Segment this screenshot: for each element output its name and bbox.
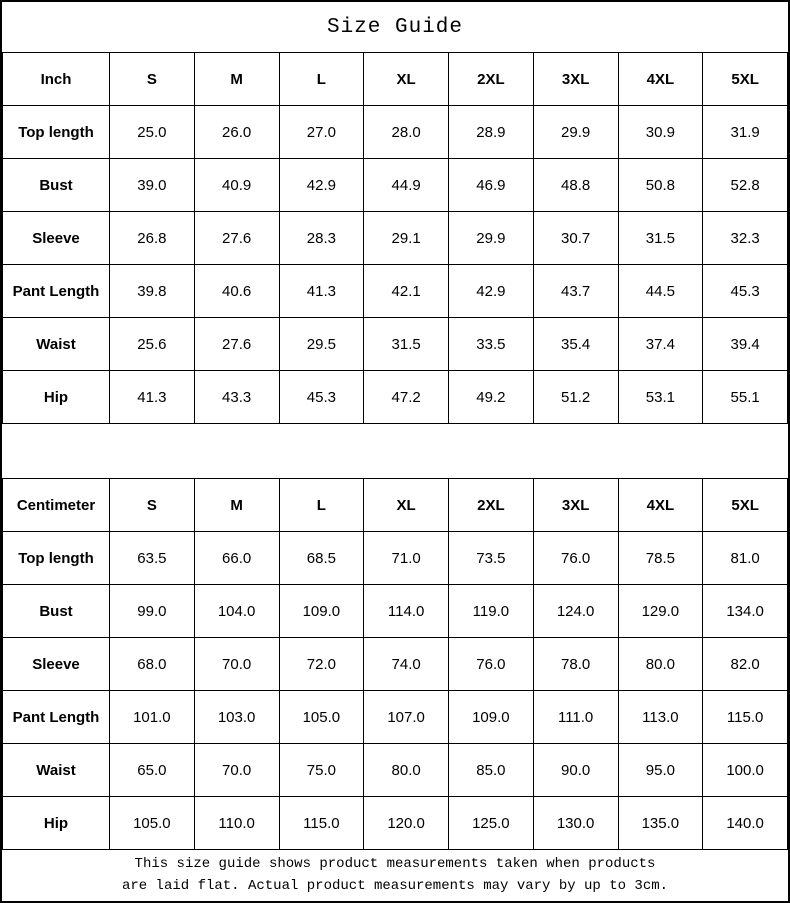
measurement-cell: 40.6 [194,265,279,318]
measurement-cell: 29.1 [364,212,449,265]
measurement-cell: 105.0 [279,691,364,744]
row-label: Pant Length [3,265,110,318]
measurement-cell: 48.8 [533,159,618,212]
measurement-cell: 43.7 [533,265,618,318]
measurement-cell: 140.0 [703,797,788,850]
measurement-cell: 74.0 [364,638,449,691]
row-label: Bust [3,159,110,212]
measurement-cell: 119.0 [449,585,534,638]
measurement-cell: 31.9 [703,106,788,159]
measurement-cell: 109.0 [449,691,534,744]
measurement-cell: 80.0 [364,744,449,797]
measurement-cell: 31.5 [364,318,449,371]
measurement-cell: 90.0 [533,744,618,797]
measurement-cell: 39.0 [110,159,195,212]
measurement-cell: 72.0 [279,638,364,691]
measurement-cell: 27.6 [194,212,279,265]
measurement-cell: 26.0 [194,106,279,159]
measurement-cell: 41.3 [110,371,195,424]
size-header: 3XL [533,479,618,532]
measurement-cell: 50.8 [618,159,703,212]
measurement-cell: 52.8 [703,159,788,212]
measurement-cell: 66.0 [194,532,279,585]
measurement-cell: 28.9 [449,106,534,159]
row-label: Pant Length [3,691,110,744]
header-row [3,479,788,532]
measurement-cell: 75.0 [279,744,364,797]
measurement-cell: 45.3 [703,265,788,318]
unit-header: Centimeter [3,479,110,532]
measurement-cell: 39.4 [703,318,788,371]
row-label: Top length [3,106,110,159]
size-header: XL [364,479,449,532]
measurement-cell: 46.9 [449,159,534,212]
size-header: 2XL [449,53,534,106]
header-row [3,53,788,106]
row-label: Hip [3,371,110,424]
table-row [3,318,788,371]
measurement-cell: 30.9 [618,106,703,159]
measurement-cell: 51.2 [533,371,618,424]
size-header: L [279,53,364,106]
table-row [3,638,788,691]
table-row [3,106,788,159]
measurement-cell: 130.0 [533,797,618,850]
measurement-cell: 26.8 [110,212,195,265]
measurement-note [2,850,788,901]
measurement-cell: 31.5 [618,212,703,265]
measurement-cell: 29.9 [533,106,618,159]
measurement-cell: 113.0 [618,691,703,744]
measurement-cell: 27.0 [279,106,364,159]
row-label: Waist [3,744,110,797]
measurement-cell: 42.1 [364,265,449,318]
measurement-cell: 28.0 [364,106,449,159]
unit-header: Inch [3,53,110,106]
measurement-cell: 85.0 [449,744,534,797]
measurement-cell: 104.0 [194,585,279,638]
measurement-cell: 30.7 [533,212,618,265]
measurement-cell: 78.5 [618,532,703,585]
row-label: Waist [3,318,110,371]
measurement-cell: 135.0 [618,797,703,850]
size-header: 4XL [618,479,703,532]
measurement-cell: 78.0 [533,638,618,691]
size-header: 2XL [449,479,534,532]
measurement-cell: 49.2 [449,371,534,424]
measurement-cell: 115.0 [279,797,364,850]
measurement-cell: 47.2 [364,371,449,424]
measurement-cell: 55.1 [703,371,788,424]
measurement-cell: 29.9 [449,212,534,265]
measurement-cell: 53.1 [618,371,703,424]
measurement-note-line1: This size guide shows product measurements taken when products [134,855,656,872]
measurement-cell: 25.6 [110,318,195,371]
size-header: 5XL [703,53,788,106]
table-row [3,585,788,638]
measurement-cell: 70.0 [194,744,279,797]
measurement-cell: 29.5 [279,318,364,371]
measurement-cell: 103.0 [194,691,279,744]
measurement-note-line2: are laid flat. Actual product measurements may vary by up to 3cm. [121,877,669,894]
measurement-cell: 99.0 [110,585,195,638]
table-row [3,797,788,850]
measurement-cell: 41.3 [279,265,364,318]
size-header: 3XL [533,53,618,106]
measurement-cell: 35.4 [533,318,618,371]
measurement-cell: 39.8 [110,265,195,318]
measurement-cell: 125.0 [449,797,534,850]
measurement-cell: 40.9 [194,159,279,212]
measurement-cell: 44.5 [618,265,703,318]
measurement-cell: 100.0 [703,744,788,797]
measurement-cell: 111.0 [533,691,618,744]
table-row [3,691,788,744]
measurement-cell: 42.9 [279,159,364,212]
row-label: Hip [3,797,110,850]
size-header: M [194,479,279,532]
measurement-cell: 76.0 [449,638,534,691]
measurement-cell: 80.0 [618,638,703,691]
size-header: S [110,479,195,532]
measurement-cell: 81.0 [703,532,788,585]
measurement-cell: 129.0 [618,585,703,638]
measurement-cell: 114.0 [364,585,449,638]
measurement-cell: 73.5 [449,532,534,585]
measurement-cell: 115.0 [703,691,788,744]
measurement-cell: 76.0 [533,532,618,585]
measurement-cell: 70.0 [194,638,279,691]
measurement-cell: 68.5 [279,532,364,585]
inch-size-table [2,52,788,424]
measurement-cell: 95.0 [618,744,703,797]
row-label: Top length [3,532,110,585]
measurement-cell: 124.0 [533,585,618,638]
row-label: Sleeve [3,638,110,691]
size-header: 5XL [703,479,788,532]
measurement-cell: 120.0 [364,797,449,850]
measurement-cell: 63.5 [110,532,195,585]
measurement-cell: 107.0 [364,691,449,744]
centimeter-size-table [2,478,788,850]
row-label: Sleeve [3,212,110,265]
measurement-cell: 44.9 [364,159,449,212]
table-spacer [2,424,788,478]
measurement-cell: 32.3 [703,212,788,265]
size-header: M [194,53,279,106]
measurement-cell: 134.0 [703,585,788,638]
size-header: S [110,53,195,106]
table-row [3,371,788,424]
measurement-cell: 33.5 [449,318,534,371]
table-row [3,265,788,318]
measurement-cell: 82.0 [703,638,788,691]
table-row [3,744,788,797]
size-header: 4XL [618,53,703,106]
measurement-cell: 25.0 [110,106,195,159]
measurement-cell: 43.3 [194,371,279,424]
table-row [3,159,788,212]
measurement-cell: 27.6 [194,318,279,371]
measurement-cell: 105.0 [110,797,195,850]
measurement-cell: 101.0 [110,691,195,744]
measurement-cell: 45.3 [279,371,364,424]
measurement-cell: 71.0 [364,532,449,585]
measurement-cell: 65.0 [110,744,195,797]
table-row [3,212,788,265]
measurement-cell: 109.0 [279,585,364,638]
measurement-cell: 28.3 [279,212,364,265]
measurement-cell: 68.0 [110,638,195,691]
page-title: Size Guide [326,15,464,39]
measurement-cell: 37.4 [618,318,703,371]
size-header: XL [364,53,449,106]
row-label: Bust [3,585,110,638]
table-row [3,532,788,585]
measurement-cell: 42.9 [449,265,534,318]
measurement-cell: 110.0 [194,797,279,850]
size-header: L [279,479,364,532]
